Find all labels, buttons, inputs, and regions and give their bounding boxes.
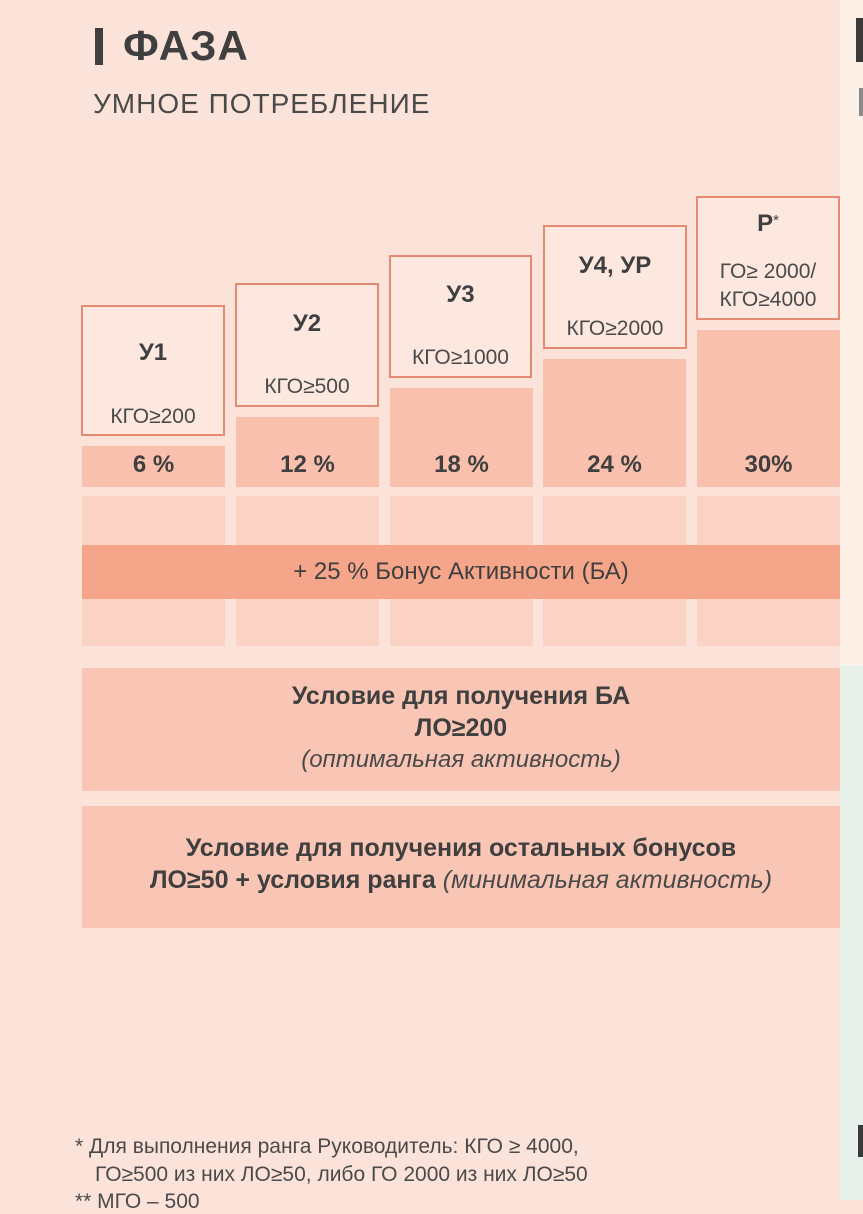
- rank-box-r: [696, 196, 840, 320]
- rank-box-u3: [389, 255, 532, 378]
- next-page-edge-lower: [840, 665, 863, 1200]
- phase-subtitle: УМНОЕ ПОТРЕБЛЕНИЕ: [93, 88, 431, 119]
- rank-box-u2: [235, 283, 379, 407]
- phase-title: ФАЗА: [123, 22, 249, 69]
- percent-u2: 12 %: [280, 451, 335, 478]
- footnote-mark: *: [773, 212, 779, 229]
- rank-name-r: Р*: [757, 210, 779, 237]
- rank-name-u2: У2: [292, 310, 322, 337]
- rank-condition-u3: КГО≥1000: [411, 346, 509, 369]
- rank-box-u4: [543, 225, 687, 349]
- condition-ba-value: ЛО≥200: [414, 714, 508, 742]
- rank-condition-u2: КГО≥500: [264, 375, 350, 398]
- condition-other-box: [82, 806, 840, 928]
- percent-u3: 18 %: [434, 451, 489, 478]
- condition-other-title: Условие для получения остальных бонусов: [185, 834, 737, 862]
- condition-other-requirement: ЛО≥50 + условия ранга: [149, 866, 436, 894]
- rank-box-u1: [81, 305, 225, 436]
- rank-name-u4: У4, УР: [578, 252, 652, 279]
- condition-other-value: [82, 864, 840, 896]
- footnote-line-1: * Для выполнения ранга Руководитель: КГО ≥ 4000,: [75, 1135, 579, 1158]
- footnote-line-3: ** МГО – 500: [75, 1190, 200, 1213]
- condition-ba-note: (оптимальная активность): [301, 746, 621, 773]
- bonus-activity-band: + 25 % Бонус Активности (БА): [82, 545, 840, 599]
- rank-condition-u1: КГО≥200: [110, 405, 196, 428]
- phase-roman-numeral: [95, 28, 103, 65]
- rank-name-u1: У1: [138, 339, 168, 366]
- next-page-title-fragment: [856, 18, 863, 62]
- percent-u1: 6 %: [132, 451, 175, 478]
- next-page-footnote-fragment: [858, 1125, 863, 1157]
- next-page-subtitle-fragment: [859, 88, 863, 116]
- condition-ba-title: Условие для получения БА: [291, 682, 631, 710]
- percent-u4: 24 %: [587, 451, 642, 478]
- rank-condition-r-line1: ГО≥ 2000/: [719, 260, 817, 283]
- rank-name-u3: У3: [446, 281, 475, 308]
- rank-condition-r-line2: КГО≥4000: [719, 288, 817, 311]
- rank-condition-u4: КГО≥2000: [566, 317, 664, 340]
- footnote-line-2: ГО≥500 из них ЛО≥50, либо ГО 2000 из них ЛО≥50: [95, 1163, 588, 1186]
- percent-r: 30%: [744, 451, 793, 478]
- condition-other-note: (минимальная активность): [442, 866, 773, 894]
- condition-ba-box: [82, 668, 840, 791]
